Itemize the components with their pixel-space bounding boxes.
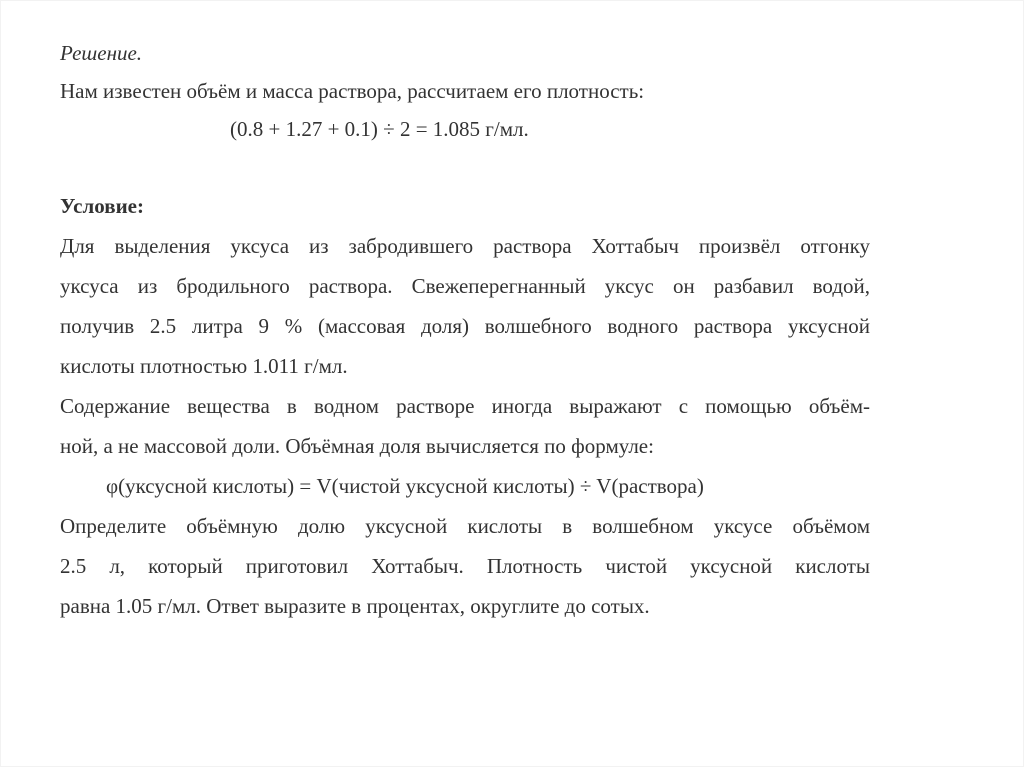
condition-p1-line-1: Для выделения уксуса из забродившего раствора Хоттабыч произвёл отгонку <box>60 234 870 258</box>
slide-content <box>60 34 870 626</box>
condition-p2-line-2: ной, а не массовой доли. Объёмная доля вычисляется по формуле: <box>60 434 654 458</box>
condition-p3-line-1: Определите объёмную долю уксусной кислоты в волшебном уксусе объёмом <box>60 514 870 538</box>
condition-p3-line-2: 2.5 л, который приготовил Хоттабыч. Плотность чистой уксусной кислоты <box>60 554 870 578</box>
condition-p1-line-4: кислоты плотностью 1.011 г/мл. <box>60 354 348 378</box>
condition-p1-line-3: получив 2.5 литра 9 % (массовая доля) волшебного водного раствора уксусной <box>60 314 870 338</box>
condition-heading: Условие: <box>60 194 144 218</box>
condition-p2-line-1: Содержание вещества в водном растворе иногда выражают с помощью объём- <box>60 394 870 418</box>
section-gap <box>60 148 870 186</box>
condition-p3-line-3: равна 1.05 г/мл. Ответ выразите в процентах, округлите до сотых. <box>60 594 650 618</box>
solution-heading: Решение. <box>60 41 143 65</box>
density-formula: (0.8 + 1.27 + 0.1) ÷ 2 = 1.085 г/мл. <box>230 117 529 141</box>
solution-intro: Нам известен объём и масса раствора, рассчитаем его плотность: <box>60 79 645 103</box>
condition-p1-line-2: уксуса из бродильного раствора. Свежеперегнанный уксус он разбавил водой, <box>60 274 870 298</box>
volume-fraction-formula: φ(уксусной кислоты) = V(чистой уксусной кислоты) ÷ V(раствора) <box>106 474 704 498</box>
